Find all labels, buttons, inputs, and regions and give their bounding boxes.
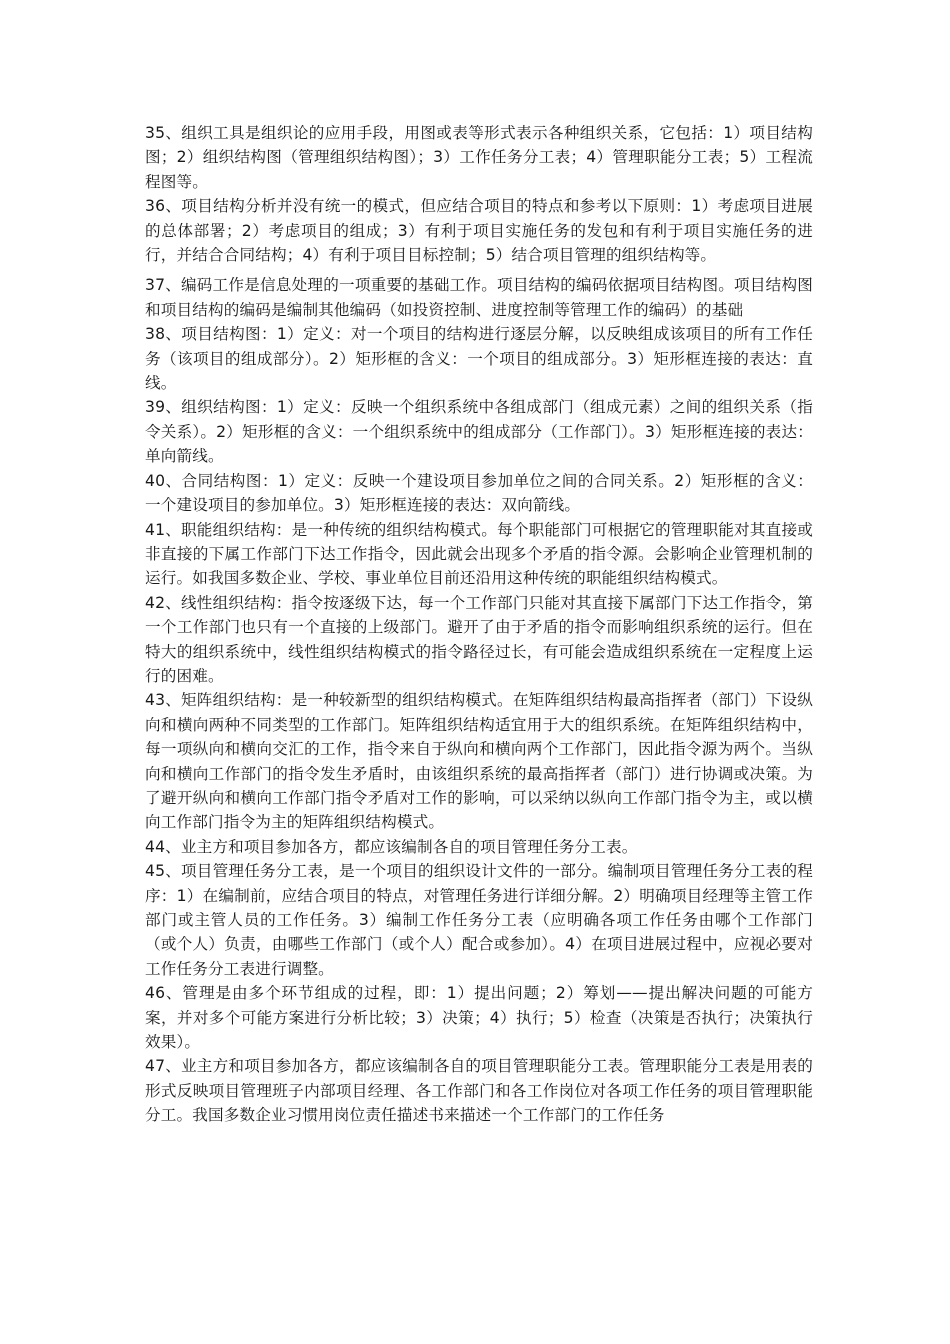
paragraph-47: 47、业主方和项目参加各方，都应该编制各自的项目管理职能分工表。管理职能分工表是用表的形式反映项目管理班子内部项目经理、各工作部门和各工作岗位对各项工作任务的项目管理职能分工。我国多数企业习惯用岗位责任描述书来描述一个工作部门的工作任务 <box>145 1057 813 1125</box>
paragraph-46: 46、管理是由多个环节组成的过程，即：1）提出问题；2）筹划——提出解决问题的可能方案，并对多个可能方案进行分析比较；3）决策；4）执行；5）检查（决策是否执行；决策执行效果）。 <box>145 984 813 1052</box>
paragraph-37: 37、编码工作是信息处理的一项重要的基础工作。项目结构的编码依据项目结构图。项目结构图和项目结构的编码是编制其他编码（如投资控制、进度控制等管理工作的编码）的基础 <box>145 276 813 319</box>
paragraph-42: 42、线性组织结构：指令按逐级下达，每一个工作部门只能对其直接下属部门下达工作指令，第一个工作部门也只有一个直接的上级部门。避开了由于矛盾的指令而影响组织系统的运行。但在特大的组织系统中，线性组织结构模式的指令路径过长，有可能会造成组织系统在一定程度上运行的困难。 <box>145 593 813 685</box>
paragraph-44: 44、业主方和项目参加各方，都应该编制各自的项目管理任务分工表。 <box>145 837 638 856</box>
paragraph-36: 36、项目结构分析并没有统一的模式，但应结合项目的特点和参考以下原则：1）考虑项目进展的总体部署；2）考虑项目的组成；3）有利于项目实施任务的发包和有利于项目实施任务的进行，并结合合同结构；4）有利于项目目标控制；5）结合项目管理的组织结构等。 <box>145 197 813 265</box>
paragraph-35: 35、组织工具是组织论的应用手段，用图或表等形式表示各种组织关系，它包括：1）项目结构图；2）组织结构图（管理组织结构图）；3）工作任务分工表；4）管理职能分工表；5）工程流程图等。 <box>145 124 813 191</box>
paragraph-41: 41、职能组织结构：是一种传统的组织结构模式。每个职能部门可根据它的管理职能对其直接或非直接的下属工作部门下达工作指令，因此就会出现多个矛盾的指令源。会影响企业管理机制的运行。如我国多数企业、学校、事业单位目前还沿用这种传统的职能组织结构模式。 <box>145 520 813 588</box>
paragraph-43: 43、矩阵组织结构：是一种较新型的组织结构模式。在矩阵组织结构最高指挥者（部门）下设纵向和横向两种不同类型的工作部门。矩阵组织结构适宜用于大的组织系统。在矩阵组织结构中，每一项纵向和横向交汇的工作，指令来自于纵向和横向两个工作部门，因此指令源为两个。当纵向和横向工作部门的指令发生矛盾时，由该组织系统的最高指挥者（部门）进行协调或决策。为了避开纵向和横向工作部门指令矛盾对工作的影响，可以采纳以纵向工作部门指令为主，或以横向工作部门指令为主的矩阵组织结构模式。 <box>145 691 813 832</box>
document-body <box>145 121 813 1128</box>
paragraph-45: 45、项目管理任务分工表，是一个项目的组织设计文件的一部分。编制项目管理任务分工表的程序：1）在编制前，应结合项目的特点，对管理任务进行详细分解。2）明确项目经理等主管工作部门或主管人员的工作任务。3）编制工作任务分工表（应明确各项工作任务由哪个工作部门（或个人）负责，由哪些工作部门（或个人）配合或参加）。4）在项目进展过程中，应视必要对工作任务分工表进行调整。 <box>145 862 813 978</box>
paragraph-38: 38、项目结构图：1）定义：对一个项目的结构进行逐层分解，以反映组成该项目的所有工作任务（该项目的组成部分）。2）矩形框的含义：一个项目的组成部分。3）矩形框连接的表达：直线。 <box>145 325 813 393</box>
paragraph-40: 40、合同结构图：1）定义：反映一个建设项目参加单位之间的合同关系。2）矩形框的含义：一个建设项目的参加单位。3）矩形框连接的表达：双向箭线。 <box>145 471 813 515</box>
paragraph-39: 39、组织结构图：1）定义：反映一个组织系统中各组成部门（组成元素）之间的组织关系（指令关系）。2）矩形框的含义：一个组织系统中的组成部分（工作部门）。3）矩形框连接的表达：单向箭线。 <box>145 398 813 466</box>
